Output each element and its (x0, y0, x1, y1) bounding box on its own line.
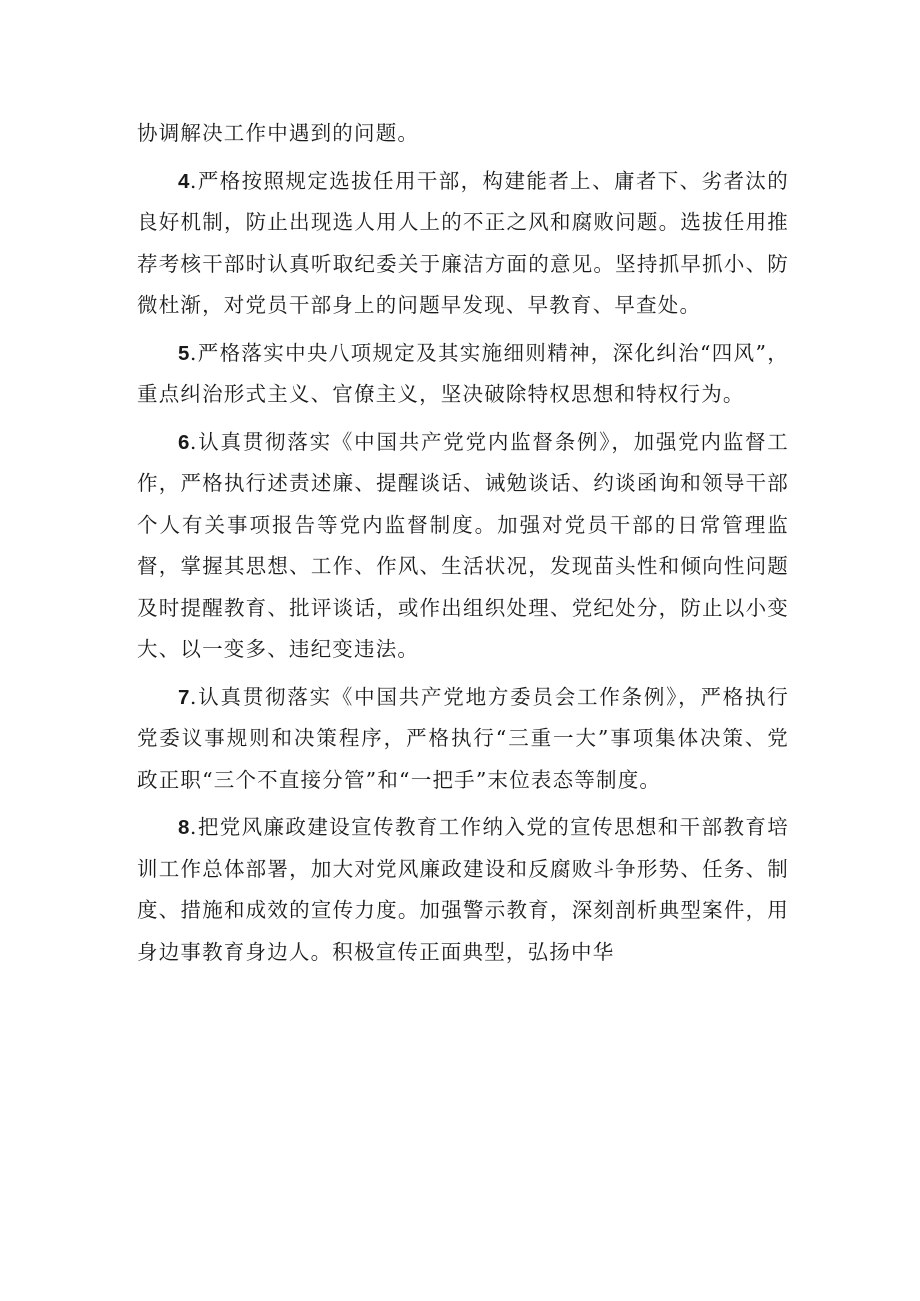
paragraph-text: .认真贯彻落实《中国共产党党内监督条例》，加强党内监督工作，严格执行述责述廉、提醒谈话、诫勉谈话、约谈函询和领导干部个人有关事项报告等党内监督制度。加强对党员干部的日常管理监督，掌握其思想、工作、作风、生活状况，发现苗头性和倾向性问题及时提醒教育、批评谈话，或作出组织处理、党纪处分，防止以小变大、以一变多、违纪变违法。 (137, 429, 789, 661)
paragraph-number: 4 (178, 169, 190, 193)
paragraph-item-4 (137, 161, 789, 327)
paragraph-text: .认真贯彻落实《中国共产党地方委员会工作条例》，严格执行党委议事规则和决策程序，严格执行“三重一大”事项集体决策、党政正职“三个不直接分管”和“一把手”末位表态等制度。 (137, 684, 789, 792)
paragraph-text: .把党风廉政建设宣传教育工作纳入党的宣传思想和干部教育培训工作总体部署，加大对党风廉政建设和反腐败斗争形势、任务、制度、措施和成效的宣传力度。加强警示教育，深刻剖析典型案件，用身边事教育身边人。积极宣传正面典型，弘扬中华 (137, 815, 789, 964)
paragraph-text: 协调解决工作中遇到的问题。 (137, 121, 420, 145)
paragraph-text: .严格落实中央八项规定及其实施细则精神，深化纠治“四风”，重点纠治形式主义、官僚主义，坚决破除特权思想和特权行为。 (137, 340, 789, 406)
paragraph-number: 8 (178, 816, 190, 839)
paragraph-number: 6 (178, 430, 190, 454)
paragraph-item-7 (137, 677, 789, 802)
paragraph-number: 5 (178, 341, 190, 365)
paragraph-continuation (137, 113, 789, 155)
paragraph-number: 7 (178, 685, 190, 709)
paragraph-item-5 (137, 333, 789, 416)
paragraph-text: .严格按照规定选拔任用干部，构建能者上、庸者下、劣者汰的良好机制，防止出现选人用人上的不正之风和腐败问题。选拔任用推荐考核干部时认真听取纪委关于廉洁方面的意见。坚持抓早抓小、防微杜渐，对党员干部身上的问题早发现、早教育、早查处。 (137, 168, 789, 317)
document-body (137, 113, 789, 979)
paragraph-item-8 (137, 807, 789, 973)
paragraph-item-6 (137, 422, 789, 671)
